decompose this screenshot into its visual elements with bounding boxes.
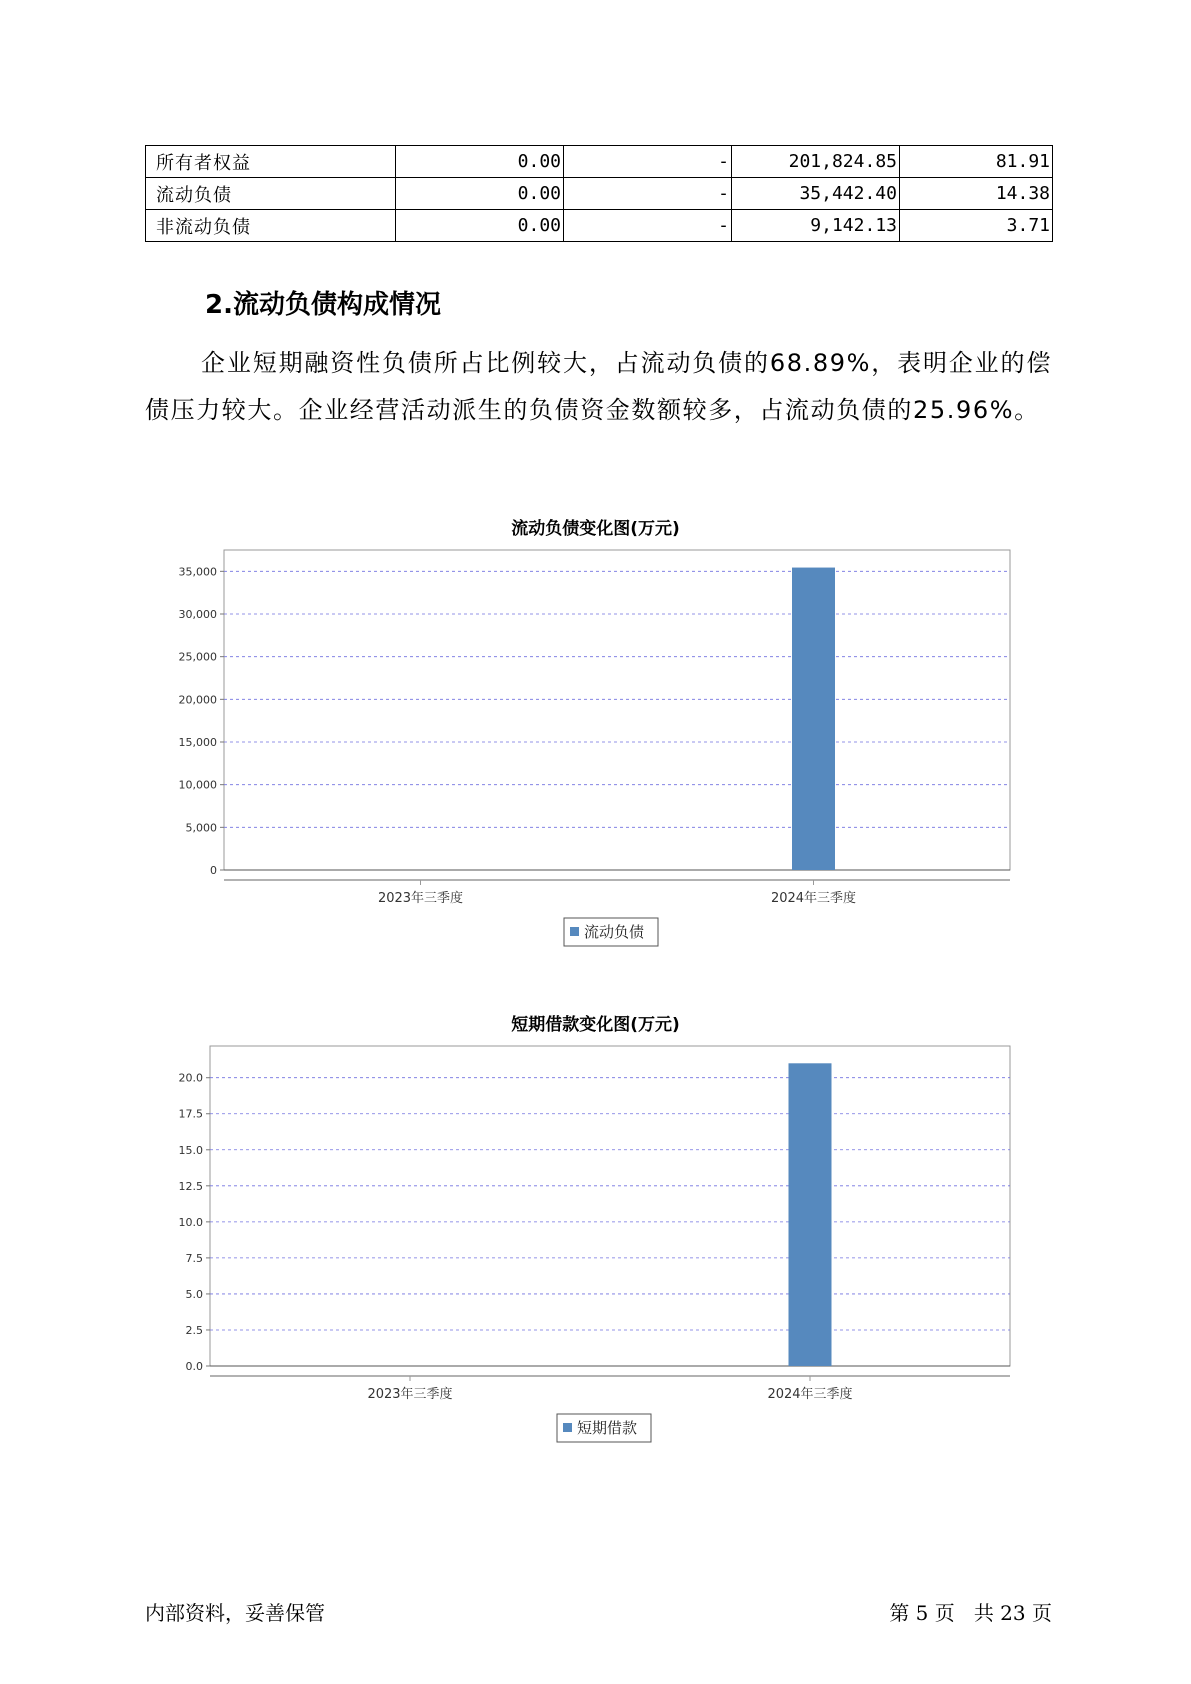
chart-title: 短期借款变化图(万元): [511, 1015, 680, 1035]
x-tick-label: 2024年三季度: [767, 1387, 853, 1402]
table-cell: -: [564, 146, 732, 178]
summary-table: [145, 145, 1053, 242]
plot-area: [224, 550, 1010, 870]
table-cell: -: [564, 178, 732, 210]
y-tick-label: 10,000: [178, 778, 217, 792]
table-cell: 0.00: [396, 210, 564, 242]
x-tick-label: 2024年三季度: [770, 891, 857, 906]
y-tick-label: 0.0: [185, 1360, 203, 1373]
y-tick-label: 5.0: [185, 1287, 203, 1301]
y-tick-label: 0: [210, 864, 217, 877]
table-cell: 14.38: [900, 178, 1053, 210]
table-cell: 0.00: [396, 178, 564, 210]
table-row: [146, 210, 1053, 242]
y-tick-label: 7.5: [185, 1251, 203, 1265]
footer-left: 内部资料，妥善保管: [145, 1601, 325, 1625]
y-tick-label: 2.5: [185, 1323, 203, 1337]
table-cell: 9,142.13: [732, 210, 900, 242]
x-tick-label: 2023年三季度: [377, 891, 464, 906]
legend-swatch: [570, 927, 579, 936]
plot-area: [210, 1046, 1010, 1366]
table-cell: 0.00: [396, 146, 564, 178]
y-tick-label: 15,000: [178, 736, 217, 749]
table-row: [146, 146, 1053, 178]
table-cell: 3.71: [900, 210, 1053, 242]
y-tick-label: 20.0: [178, 1071, 203, 1085]
y-tick-label: 5,000: [185, 821, 217, 835]
bar: [789, 1063, 832, 1366]
table-row: [146, 178, 1053, 210]
section-heading: 2.流动负债构成情况: [205, 290, 441, 320]
row-label: 流动负债: [146, 178, 396, 210]
legend-label: 流动负债: [584, 923, 645, 941]
table-cell: 35,442.40: [732, 178, 900, 210]
y-tick-label: 35,000: [178, 565, 217, 579]
x-tick-label: 2023年三季度: [367, 1387, 453, 1402]
bar: [792, 568, 835, 870]
row-label: 非流动负债: [146, 210, 396, 242]
y-tick-label: 20,000: [178, 693, 217, 707]
chart-title: 流动负债变化图(万元): [511, 519, 680, 539]
table-cell: 81.91: [900, 146, 1053, 178]
y-tick-label: 17.5: [178, 1107, 203, 1121]
short-term-loans-chart: [0, 1036, 1191, 1456]
footer-page-number: 第 5 页 共 23 页: [889, 1601, 1052, 1625]
current-liabilities-chart: [0, 540, 1191, 960]
legend-label: 短期借款: [577, 1419, 638, 1437]
y-tick-label: 10.0: [178, 1215, 203, 1229]
y-tick-label: 15.0: [178, 1143, 203, 1157]
row-label: 所有者权益: [146, 146, 396, 178]
section-paragraph: 企业短期融资性负债所占比例较大，占流动负债的68.89%，表明企业的偿债压力较大。企业经营活动派生的负债资金数额较多，占流动负债的25.96%。: [145, 349, 1052, 424]
table-cell: -: [564, 210, 732, 242]
y-tick-label: 30,000: [178, 608, 217, 621]
table-cell: 201,824.85: [732, 146, 900, 178]
legend-swatch: [563, 1423, 572, 1432]
y-tick-label: 12.5: [178, 1179, 203, 1193]
y-tick-label: 25,000: [178, 650, 217, 664]
